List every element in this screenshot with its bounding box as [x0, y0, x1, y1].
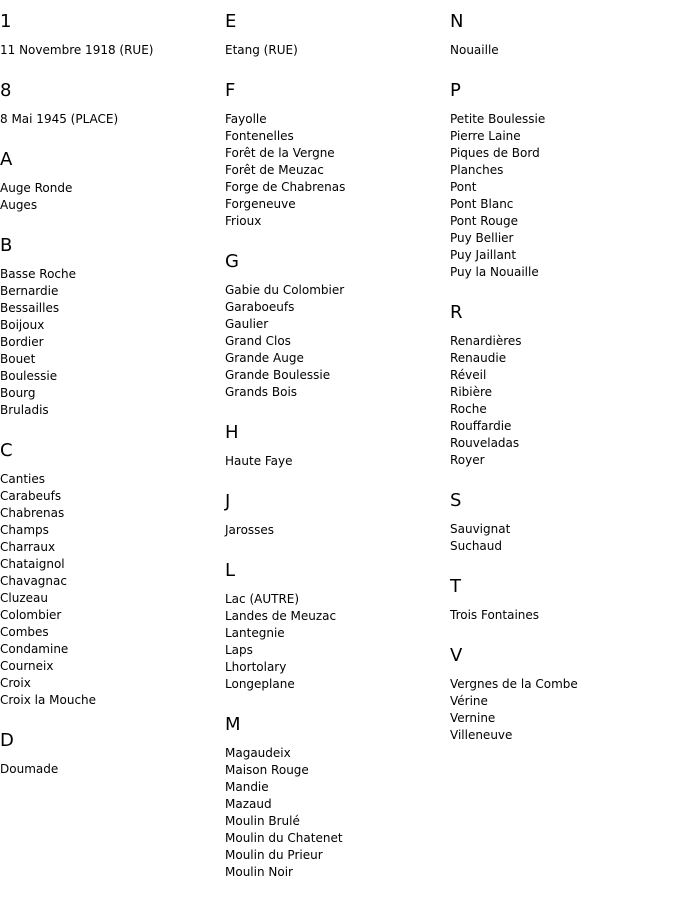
section-letter-heading: C [0, 440, 13, 461]
street-link[interactable]: Renaudie [450, 351, 507, 365]
index-column-3 [450, 10, 675, 764]
street-link[interactable]: Boijoux [0, 318, 45, 332]
section-letter-heading: D [0, 730, 14, 751]
street-link[interactable]: Lantegnie [225, 626, 285, 640]
section-letter-heading: E [225, 11, 237, 32]
letter-group [225, 250, 450, 401]
street-link[interactable]: Landes de Meuzac [225, 609, 337, 623]
section-letter-heading: J [225, 491, 231, 512]
street-link[interactable]: Longeplane [225, 677, 295, 691]
street-link[interactable]: Suchaud [450, 539, 503, 553]
street-link[interactable]: Etang (RUE) [225, 43, 298, 57]
letter-group [0, 10, 225, 59]
street-link[interactable]: Frioux [225, 214, 262, 228]
street-link[interactable]: Magaudeix [225, 746, 291, 760]
street-link[interactable]: Grands Bois [225, 385, 298, 399]
letter-group [0, 148, 225, 214]
street-link[interactable]: Auges [0, 198, 38, 212]
street-link[interactable]: Vergnes de la Combe [450, 677, 578, 691]
letter-group [225, 713, 450, 881]
section-letter-heading: P [450, 80, 461, 101]
street-link[interactable]: Villeneuve [450, 728, 513, 742]
section-letter-heading: N [450, 11, 464, 32]
street-link[interactable]: Auge Ronde [0, 181, 73, 195]
street-link[interactable]: Sauvignat [450, 522, 511, 536]
street-link[interactable]: Pont Blanc [450, 197, 514, 211]
letter-group [450, 79, 675, 281]
street-link[interactable]: Fontenelles [225, 129, 294, 143]
street-link[interactable]: Grande Auge [225, 351, 304, 365]
street-link[interactable]: Rouffardie [450, 419, 512, 433]
street-link[interactable]: Nouaille [450, 43, 499, 57]
street-link[interactable]: Haute Faye [225, 454, 293, 468]
street-link[interactable]: Vérine [450, 694, 488, 708]
street-link[interactable]: Petite Boulessie [450, 112, 546, 126]
street-link[interactable]: Pont [450, 180, 477, 194]
section-letter-heading: H [225, 422, 239, 443]
letter-group [450, 644, 675, 744]
letter-group [0, 439, 225, 709]
letter-group [450, 301, 675, 469]
street-link[interactable]: Renardières [450, 334, 522, 348]
street-link[interactable]: Moulin du Chatenet [225, 831, 343, 845]
street-link[interactable]: Pierre Laine [450, 129, 521, 143]
street-link[interactable]: Bourg [0, 386, 36, 400]
street-link[interactable]: Courneix [0, 659, 54, 673]
section-letter-heading: 1 [0, 11, 12, 32]
street-link[interactable]: Pont Rouge [450, 214, 519, 228]
street-link[interactable]: Forge de Chabrenas [225, 180, 346, 194]
street-link[interactable]: Croix [0, 676, 31, 690]
street-link[interactable]: Chavagnac [0, 574, 67, 588]
street-link[interactable]: Doumade [0, 762, 59, 776]
letter-group [225, 10, 450, 59]
street-link[interactable]: Charraux [0, 540, 56, 554]
street-link[interactable]: Lhortolary [225, 660, 287, 674]
street-link[interactable]: Réveil [450, 368, 487, 382]
section-letter-heading: A [0, 149, 13, 170]
letter-group [450, 575, 675, 624]
street-link[interactable]: Rouveladas [450, 436, 520, 450]
letter-group [450, 10, 675, 59]
street-link[interactable]: Puy Jaillant [450, 248, 517, 262]
letter-group [225, 79, 450, 230]
section-letter-heading: S [450, 490, 462, 511]
street-link[interactable]: Mandie [225, 780, 269, 794]
street-link[interactable]: Royer [450, 453, 485, 467]
street-link[interactable]: Croix la Mouche [0, 693, 97, 707]
street-link[interactable]: Condamine [0, 642, 69, 656]
street-link[interactable]: Chabrenas [0, 506, 65, 520]
street-link[interactable]: Canties [0, 472, 46, 486]
street-link[interactable]: Forgeneuve [225, 197, 296, 211]
street-link[interactable]: Bouet [0, 352, 36, 366]
street-link[interactable]: Lac (AUTRE) [225, 592, 300, 606]
street-link[interactable]: Bernardie [0, 284, 59, 298]
street-link[interactable]: Colombier [0, 608, 62, 622]
letter-group [0, 234, 225, 419]
street-link[interactable]: Forêt de Meuzac [225, 163, 324, 177]
street-link[interactable]: Bruladis [0, 403, 49, 417]
street-link[interactable]: Maison Rouge [225, 763, 309, 777]
section-letter-heading: F [225, 80, 236, 101]
street-link[interactable]: Forêt de la Vergne [225, 146, 335, 160]
street-link[interactable]: 11 Novembre 1918 (RUE) [0, 43, 154, 57]
street-link[interactable]: Laps [225, 643, 253, 657]
section-letter-heading: R [450, 302, 463, 323]
street-link[interactable]: Champs [0, 523, 49, 537]
street-link[interactable]: Jarosses [225, 523, 275, 537]
street-link[interactable]: Moulin Brulé [225, 814, 300, 828]
street-link[interactable]: Gaulier [225, 317, 269, 331]
street-link[interactable]: Puy la Nouaille [450, 265, 539, 279]
street-link[interactable]: Ribière [450, 385, 493, 399]
section-letter-heading: T [450, 576, 461, 597]
street-link[interactable]: Moulin Noir [225, 865, 293, 879]
street-link[interactable]: Carabeufs [0, 489, 62, 503]
street-link[interactable]: Grand Clos [225, 334, 291, 348]
section-letter-heading: V [450, 645, 463, 666]
section-letter-heading: 8 [0, 80, 12, 101]
street-link[interactable]: Garaboeufs [225, 300, 295, 314]
street-link[interactable]: Basse Roche [0, 267, 77, 281]
index-column-1 [0, 10, 225, 798]
letter-group [0, 729, 225, 778]
letter-group [225, 490, 450, 539]
street-link[interactable]: Grande Boulessie [225, 368, 331, 382]
street-link[interactable]: Planches [450, 163, 504, 177]
street-link[interactable]: Vernine [450, 711, 496, 725]
letter-group [225, 421, 450, 470]
section-letter-heading: M [225, 714, 241, 735]
street-link[interactable]: 8 Mai 1945 (PLACE) [0, 112, 119, 126]
street-link[interactable]: Bordier [0, 335, 44, 349]
street-link[interactable]: Boulessie [0, 369, 58, 383]
section-letter-heading: G [225, 251, 239, 272]
letter-group [450, 489, 675, 555]
street-link[interactable]: Bessailles [0, 301, 60, 315]
street-link[interactable]: Mazaud [225, 797, 272, 811]
street-link[interactable]: Roche [450, 402, 487, 416]
street-link[interactable]: Fayolle [225, 112, 267, 126]
street-link[interactable]: Cluzeau [0, 591, 48, 605]
letter-group [225, 559, 450, 693]
letter-group [0, 79, 225, 128]
street-link[interactable]: Puy Bellier [450, 231, 514, 245]
street-link[interactable]: Moulin du Prieur [225, 848, 323, 862]
street-link[interactable]: Chataignol [0, 557, 65, 571]
section-letter-heading: L [225, 560, 236, 581]
street-link[interactable]: Combes [0, 625, 49, 639]
index-column-2 [225, 10, 450, 901]
street-link[interactable]: Trois Fontaines [450, 608, 540, 622]
street-link[interactable]: Gabie du Colombier [225, 283, 345, 297]
section-letter-heading: B [0, 235, 13, 256]
street-link[interactable]: Piques de Bord [450, 146, 540, 160]
